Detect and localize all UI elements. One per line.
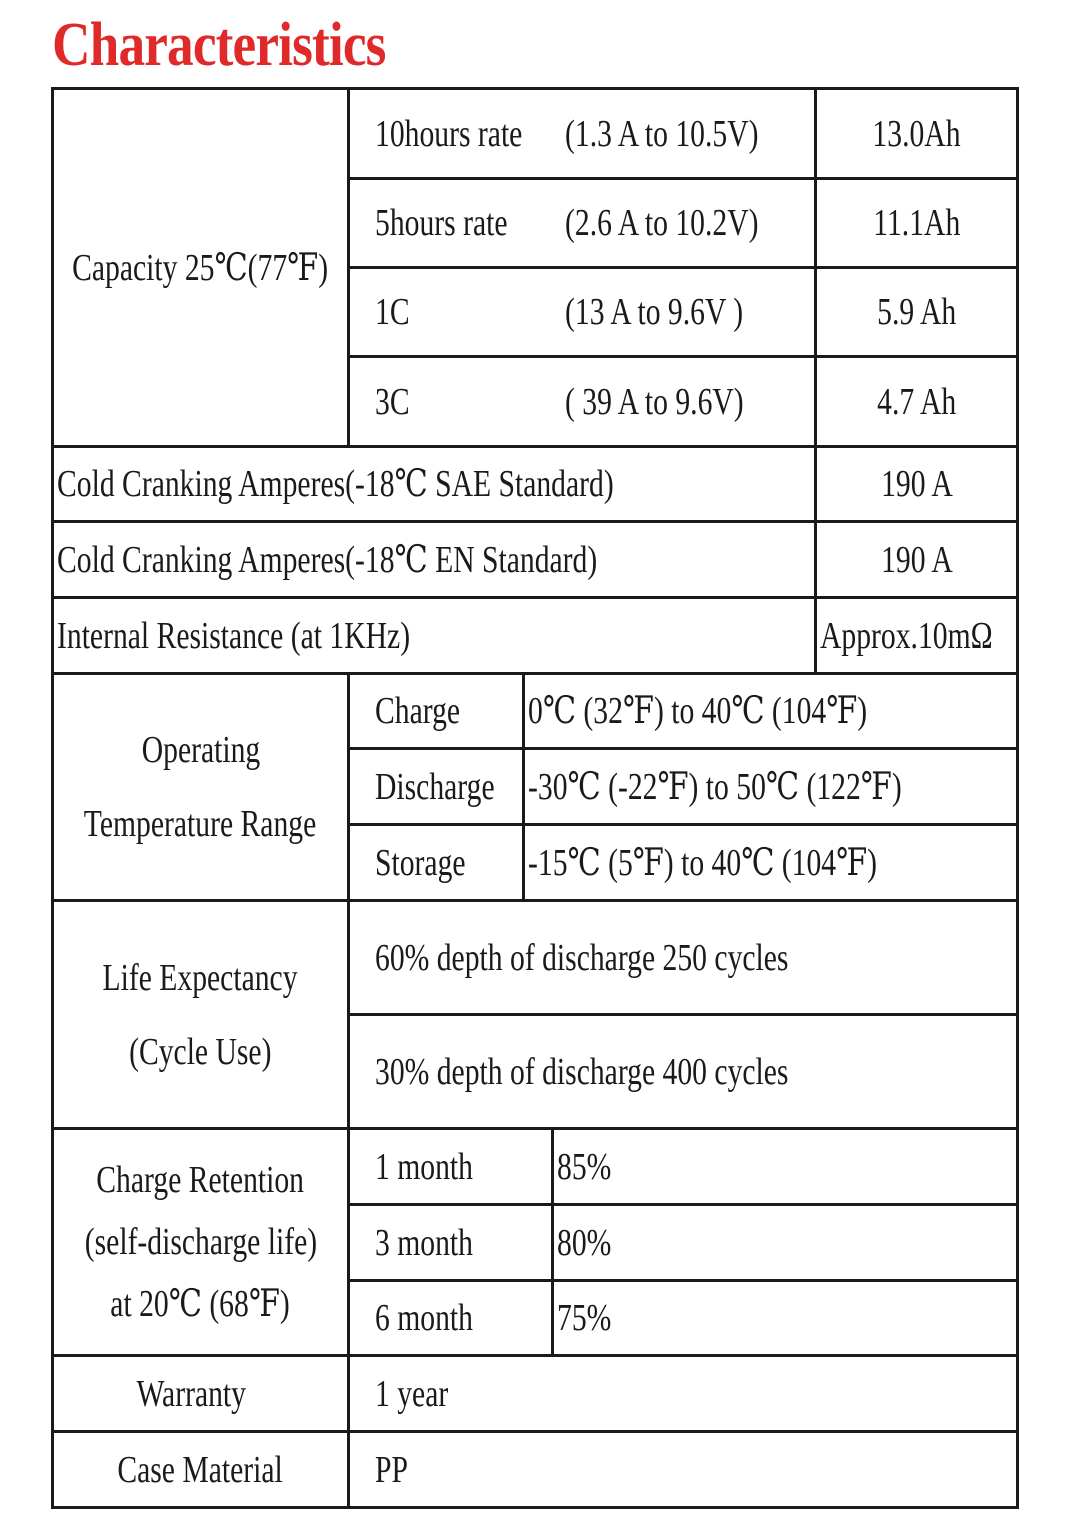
temperature-range: -15℃ (5℉) to 40℃ (104℉): [528, 841, 878, 884]
capacity-rate: 1C: [375, 291, 410, 333]
warranty-label: Warranty: [136, 1372, 247, 1415]
table-divider: [551, 1127, 554, 1356]
capacity-condition: (1.3 A to 10.5V): [565, 112, 759, 155]
table-divider: [347, 87, 350, 447]
internal-resistance-label: Internal Resistance (at 1KHz): [57, 614, 411, 657]
retention-value: 75%: [557, 1297, 612, 1339]
capacity-condition: ( 39 A to 9.6V): [565, 380, 744, 423]
capacity-value: 5.9 Ah: [876, 291, 957, 333]
case-material-value: PP: [375, 1448, 408, 1491]
temperature-mode: Discharge: [375, 765, 495, 808]
retention-value: 85%: [557, 1145, 612, 1188]
capacity-condition: (13 A to 9.6V ): [565, 291, 744, 333]
cca-en-value: 190 A: [880, 538, 953, 581]
life-expectancy-value: 30% depth of discharge 400 cycles: [375, 1050, 789, 1093]
retention-value: 80%: [557, 1221, 612, 1264]
warranty-value: 1 year: [375, 1372, 449, 1415]
retention-period: 1 month: [375, 1145, 473, 1188]
capacity-value: 13.0Ah: [872, 112, 961, 155]
cca-sae-value: 190 A: [880, 463, 953, 505]
capacity-rate: 5hours rate: [375, 202, 508, 244]
table-divider: [347, 672, 350, 1509]
capacity-value: 11.1Ah: [872, 202, 960, 244]
retention-period: 3 month: [375, 1221, 473, 1264]
page-title: Characteristics: [52, 11, 386, 79]
case-material-label: Case Material: [117, 1448, 284, 1491]
capacity-rate: 3C: [375, 380, 410, 423]
capacity-condition: (2.6 A to 10.2V): [565, 202, 759, 244]
charge-retention-label: Charge Retention (self-discharge life) at 20℃ (68℉): [84, 1159, 317, 1325]
temperature-mode: Storage: [375, 841, 466, 884]
internal-resistance-value: Approx.10mΩ: [820, 614, 993, 657]
temperature-range: -30℃ (-22℉) to 50℃ (122℉): [528, 765, 902, 808]
temperature-range: 0℃ (32℉) to 40℃ (104℉): [528, 690, 868, 732]
temperature-label: Operating Temperature Range: [84, 729, 317, 845]
retention-period: 6 month: [375, 1297, 473, 1339]
capacity-value: 4.7 Ah: [876, 380, 957, 423]
cca-sae-label: Cold Cranking Amperes(-18℃ SAE Standard): [57, 463, 614, 505]
capacity-rate: 10hours rate: [375, 112, 523, 155]
temperature-mode: Charge: [375, 690, 461, 732]
table-divider: [522, 672, 525, 901]
capacity-label: Capacity 25℃(77℉): [72, 246, 329, 289]
life-expectancy-label: Life Expectancy (Cycle Use): [102, 956, 299, 1073]
life-expectancy-value: 60% depth of discharge 250 cycles: [375, 936, 789, 979]
cca-en-label: Cold Cranking Amperes(-18℃ EN Standard): [57, 538, 598, 581]
